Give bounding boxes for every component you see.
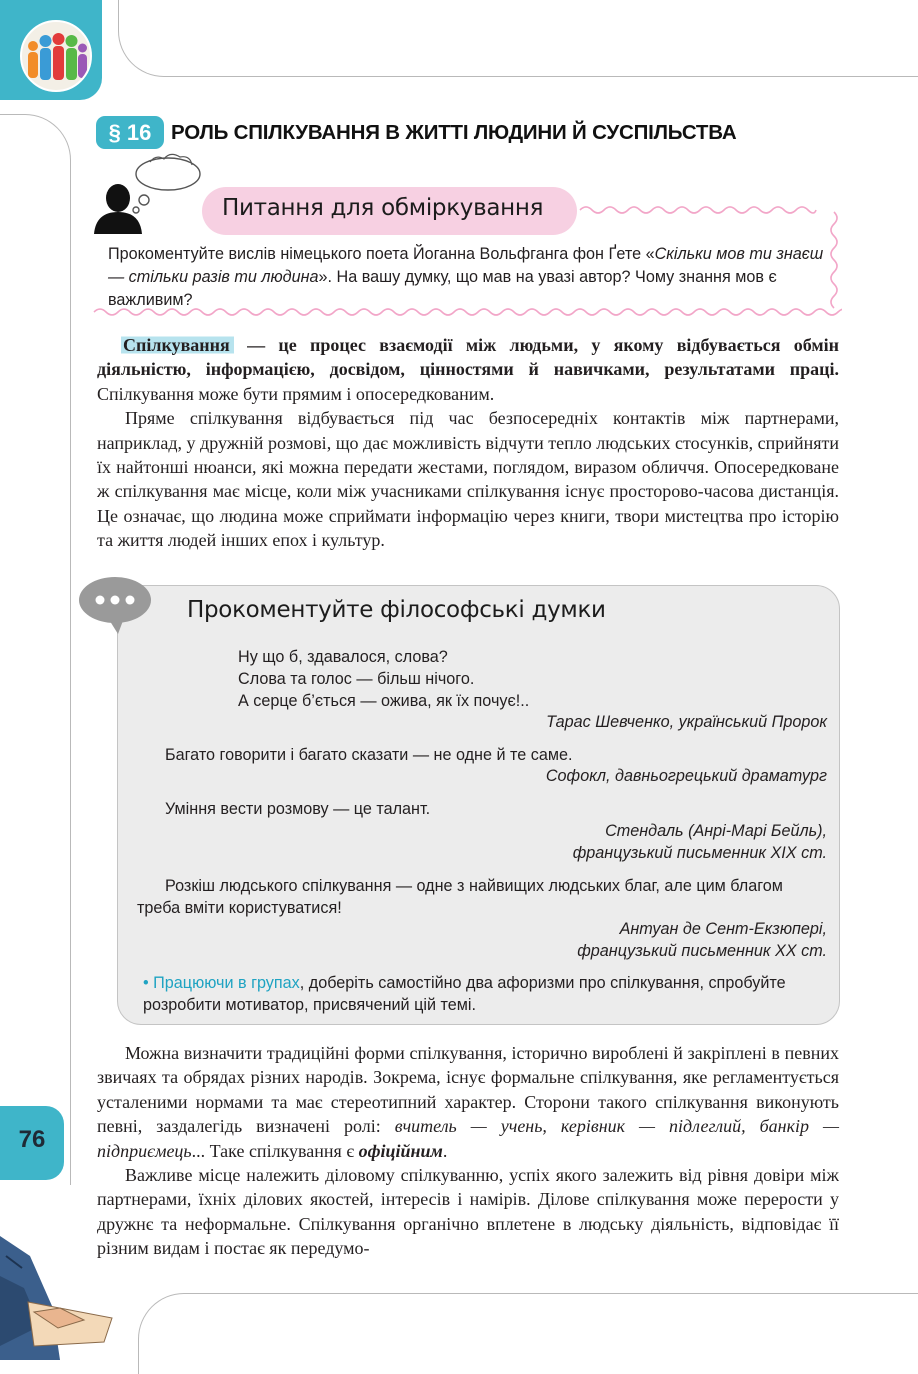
quotes-title: Прокоментуйте філософські думки <box>187 597 606 623</box>
definition-paragraph <box>97 333 839 406</box>
quote-stendhal: Уміння вести розмову — це талант. <box>165 800 431 818</box>
group-task-rest: , доберіть самостійно два афоризми про спілкування, спробуйте <box>299 974 786 992</box>
quote-stendhal-author-line-1: Стендаль (Анрі-Марі Бейль), <box>605 822 827 840</box>
term-official: офіційним <box>358 1140 443 1161</box>
quote-exupery-author-line-1: Антуан де Сент-Екзюпері, <box>619 920 827 938</box>
task-bullet: • <box>143 974 149 992</box>
definition-text: — це процес взаємодії між людьми, у якому відбувається обмін діяльністю, інформацією, досвідом, цінностями й навичками, результатами праці. <box>97 335 839 380</box>
reflection-text <box>108 243 836 312</box>
group-work-label: Працюючи в групах <box>153 974 300 992</box>
reflection-text-start: Прокоментуйте вислів німецького поета Йоганна Вольфганга фон Ґете « <box>108 245 655 263</box>
formal-text: Можна визначити традиційні форми спілкування, історично вироблені й закріплені в певних звичаях та обрядах різних народів. Зокрема, існує формальне спілкування, яке регламентується усталеними нормами та має стереотипний характер. Сторони такого спілкування виконують певні, заздалегідь визначені ролі: <box>97 1043 839 1137</box>
definition-rest: Спілкування може бути прямим і опосередкованим. <box>97 383 495 404</box>
quote-sophocles: Багато говорити і багато сказати — не одне й те саме. <box>165 746 573 764</box>
role-examples: вчитель — учень, керівник — підлеглий, банкір — підприємець <box>97 1116 839 1161</box>
poem-author: Тарас Шевченко, український Пророк <box>546 713 827 731</box>
poem-line-1: Ну що б, здавалося, слова? <box>238 648 448 666</box>
direct-communication-paragraph: Пряме спілкування відбувається під час безпосередніх контактів між партнерами, наприклад, у дружній розмові, що дає можливість відчути тепло людських стосунків, сприйняти їх найтонші нюанси, які можна передати жестами, поглядом, виразом обличчя. Опосередковане ж спілкування має місце, коли між учасниками спілкування існує просторово-часова дистанція. Це означає, що людина може сприймати інформацію через книги, твори мистецтва про історію та життя людей інших епох і культур. <box>97 408 839 551</box>
hand-illustration-icon <box>0 1216 122 1360</box>
body-section-1 <box>97 333 839 553</box>
reflection-title: Питання для обміркування <box>222 195 544 221</box>
section-number-badge: § 16 <box>96 116 164 149</box>
business-communication-paragraph: Важливе місце належить діловому спілкуванню, успіх якого залежить від рівня довіри між партнерами, їхніх ділових якостей, інтересів і намірів. Ділове спілкування може перерости у дружнє та неформальне. Спілкування органічно вплетене в людську діяльність, відповідає її різним видам і постає як передумо- <box>97 1165 839 1259</box>
body-section-2 <box>97 1041 839 1261</box>
people-logo-icon <box>20 20 92 92</box>
speech-bubble-icon <box>78 576 152 636</box>
page-number: 76 <box>18 1126 46 1153</box>
quote-stendhal-author-line-2: французький письменник XIX ст. <box>572 844 827 862</box>
page-frame-top <box>118 0 918 77</box>
quote-sophocles-author: Софокл, давньогрецький драматург <box>545 767 827 785</box>
quote-exupery-line-1: Розкіш людського спілкування — одне з найвищих людських благ, але цим благом <box>165 877 783 895</box>
formal-communication-paragraph <box>97 1041 839 1163</box>
quote-exupery-line-2: треба вміти користуватися! <box>137 899 342 917</box>
formal-text-after-roles: ... Таке спілкування є <box>191 1140 359 1161</box>
term-communication: Спілкування <box>121 335 234 355</box>
goethe-quote: Скільки мов ти знаєш — стільки разів ти людина <box>108 245 824 286</box>
group-task-line-1 <box>143 972 786 994</box>
poem-line-3: А серце б’ється — ожива, як їх почує!.. <box>238 692 530 710</box>
page-frame-left <box>0 114 71 1185</box>
poem-line-2: Слова та голос — більш нічого. <box>238 670 475 688</box>
quote-exupery-author-line-2: французький письменник XX ст. <box>577 942 827 960</box>
reflection-text-end: ». На вашу думку, що мав на увазі автор? Чому знання мов є важливим? <box>108 268 777 309</box>
group-task-line-2: розробити мотиватор, присвячений цій темі. <box>143 996 476 1014</box>
formal-text-end: . <box>442 1140 448 1161</box>
page-frame-bottom <box>138 1293 918 1374</box>
section-title: РОЛЬ СПІЛКУВАННЯ В ЖИТТІ ЛЮДИНИ Й СУСПІЛЬСТВА <box>171 121 737 144</box>
